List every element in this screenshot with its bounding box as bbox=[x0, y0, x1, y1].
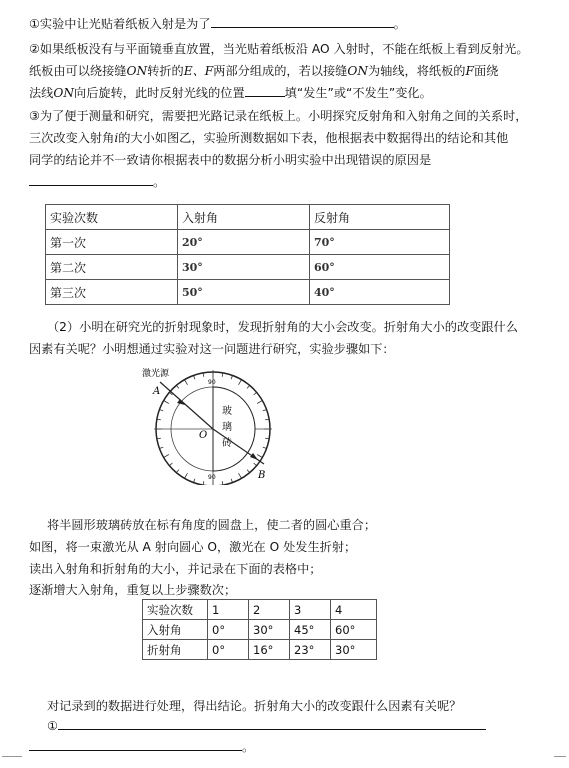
q1-line4 bbox=[29, 84, 432, 101]
scale-tick bbox=[164, 455, 169, 458]
table-cell: 第三次 bbox=[46, 280, 178, 305]
table-cell: 第一次 bbox=[46, 230, 178, 255]
table-cell: 折射角 bbox=[143, 640, 208, 660]
scale-tick bbox=[185, 380, 188, 385]
step-2: 如图，将一束激光从 A 射向圆心 O，激光在 O 处发生折射； bbox=[29, 540, 357, 554]
table-row bbox=[46, 230, 450, 255]
q1-line3-c: 两部分组成的，若以接缝 bbox=[213, 64, 348, 78]
scale-tick bbox=[257, 455, 262, 458]
table-header: 3 bbox=[290, 600, 331, 620]
table-header: 入射角 bbox=[178, 205, 310, 230]
conclusion-question: 对记录到的数据进行处理，得出结论。折射角大小的改变跟什么因素有关呢？ bbox=[47, 699, 462, 713]
q1-line3-b: 转折的 bbox=[147, 64, 184, 78]
table-header-row bbox=[143, 600, 377, 620]
scale-label-top: 90 bbox=[208, 379, 216, 386]
q1-line6-a: 三次改变入射角 bbox=[29, 131, 115, 145]
point-b-label: B bbox=[258, 470, 266, 481]
table-header: 反射角 bbox=[310, 205, 450, 230]
q2-line2: 因素有关呢？小明想通过实验对这一问题进行研究，实验步骤如下： bbox=[29, 342, 395, 356]
scale-tick bbox=[164, 401, 169, 404]
point-a-label: A bbox=[153, 386, 161, 397]
table-row bbox=[46, 255, 450, 280]
q1-line3-ef: E、F bbox=[183, 64, 214, 78]
page-corner-mark bbox=[2, 756, 22, 767]
refraction-diagram bbox=[140, 360, 290, 485]
q2-line1: （2）小明在研究光的折射现象时，发现折射角的大小会改变。折射角大小的改变跟什么 bbox=[47, 320, 518, 334]
glass-char: 璃 bbox=[222, 422, 232, 433]
q1-line3-d: 为轴线，将纸板的 bbox=[367, 64, 466, 78]
q1-line4-c: 填“发生”或“不发生”变化。 bbox=[284, 86, 432, 100]
glass-char: 砖 bbox=[222, 438, 232, 449]
table-header: 4 bbox=[331, 600, 377, 620]
q1-line1 bbox=[29, 15, 406, 32]
table-row bbox=[46, 280, 450, 305]
scale-tick bbox=[257, 401, 262, 404]
table-header: 实验次数 bbox=[143, 600, 208, 620]
center-o-label: O bbox=[199, 430, 208, 441]
q1-line7: 同学的结论并不一致请你根据表中的数据分析小明实验中出现错误的原因是 bbox=[29, 153, 432, 167]
q1-line6-b: 的大小如图乙，实验所测数据如下表，他根据表中数据得出的结论和其他 bbox=[118, 131, 509, 145]
answer-blank-2[interactable] bbox=[245, 85, 285, 97]
q1-line1-text: ①实验中让光贴着纸板入射是为了 bbox=[29, 17, 211, 31]
table-cell: 20° bbox=[178, 230, 310, 255]
table-header-row bbox=[46, 205, 450, 230]
table-row bbox=[143, 620, 377, 640]
q1-line3 bbox=[29, 62, 498, 79]
glass-brick bbox=[213, 387, 255, 471]
conclusion-end: 。 bbox=[242, 740, 255, 754]
answer-blank-4[interactable] bbox=[58, 718, 486, 730]
incident-ray bbox=[160, 382, 213, 429]
refraction-data-table bbox=[142, 599, 377, 660]
glass-char: 玻 bbox=[222, 406, 232, 417]
table-header: 实验次数 bbox=[46, 205, 178, 230]
q1-line1-end: 。 bbox=[393, 17, 406, 31]
q1-line3-on: ON bbox=[126, 64, 148, 78]
table-cell: 30° bbox=[249, 620, 290, 640]
table-header: 1 bbox=[208, 600, 249, 620]
table-row bbox=[143, 640, 377, 660]
step-3: 读出入射角和折射角的大小，并记录在下面的表格中； bbox=[29, 562, 322, 576]
table-cell: 0° bbox=[208, 640, 249, 660]
table-cell: 60° bbox=[331, 620, 377, 640]
table-cell: 60° bbox=[310, 255, 450, 280]
conclusion-line2 bbox=[29, 738, 254, 755]
q1-line4-b: 向后旋转，此时反射光线的位置 bbox=[74, 86, 245, 100]
table-cell: 23° bbox=[290, 640, 331, 660]
q1-line3-f: F bbox=[465, 64, 474, 78]
q1-line6-i: i bbox=[114, 131, 119, 145]
table-cell: 0° bbox=[208, 620, 249, 640]
scale-tick bbox=[185, 473, 188, 478]
q1-line2: ②如果纸板没有与平面镜垂直放置，当光贴着纸板沿 AO 入射时，不能在纸板上看到反射光。 bbox=[29, 42, 529, 56]
scale-label-bottom: 90 bbox=[208, 474, 216, 481]
page-corner-mark bbox=[554, 756, 566, 767]
table-cell: 50° bbox=[178, 280, 310, 305]
table-cell: 第二次 bbox=[46, 255, 178, 280]
reflection-data-table bbox=[45, 204, 450, 305]
table-cell: 30° bbox=[331, 640, 377, 660]
scale-tick bbox=[239, 380, 242, 385]
refracted-arrow bbox=[250, 453, 258, 460]
table-cell: 30° bbox=[178, 255, 310, 280]
table-cell: 16° bbox=[249, 640, 290, 660]
q1-line5: ③为了便于测量和研究，需要把光路记录在纸板上。小明探究反射角和入射角之间的关系时， bbox=[29, 109, 528, 123]
scale-tick bbox=[239, 473, 242, 478]
table-header: 2 bbox=[249, 600, 290, 620]
table-cell: 40° bbox=[310, 280, 450, 305]
q1-line3-on2: ON bbox=[347, 64, 368, 78]
q1-line6 bbox=[29, 129, 508, 146]
table-cell: 入射角 bbox=[143, 620, 208, 640]
answer-blank-5[interactable] bbox=[29, 739, 242, 751]
q1-line4-on: ON bbox=[53, 86, 75, 100]
conclusion-item1 bbox=[47, 718, 486, 733]
table-cell: 45° bbox=[290, 620, 331, 640]
table-cell: 70° bbox=[310, 230, 450, 255]
answer-blank-3[interactable] bbox=[29, 174, 153, 186]
q1-line3-a: 纸板由可以绕接缝 bbox=[29, 64, 127, 78]
laser-source-label: 激光源 bbox=[142, 369, 170, 379]
q1-line8-end: 。 bbox=[153, 175, 166, 189]
q1-line4-a: 法线 bbox=[29, 86, 54, 100]
q1-line8 bbox=[29, 173, 165, 190]
conclusion-item1-marker: ① bbox=[47, 719, 58, 733]
q1-line3-e: 面绕 bbox=[473, 64, 499, 78]
step-1: 将半圆形玻璃砖放在标有角度的圆盘上，使二者的圆心重合； bbox=[47, 518, 377, 532]
step-4: 逐渐增大入射角，重复以上步骤数次； bbox=[29, 583, 237, 597]
answer-blank-1[interactable] bbox=[211, 16, 394, 28]
